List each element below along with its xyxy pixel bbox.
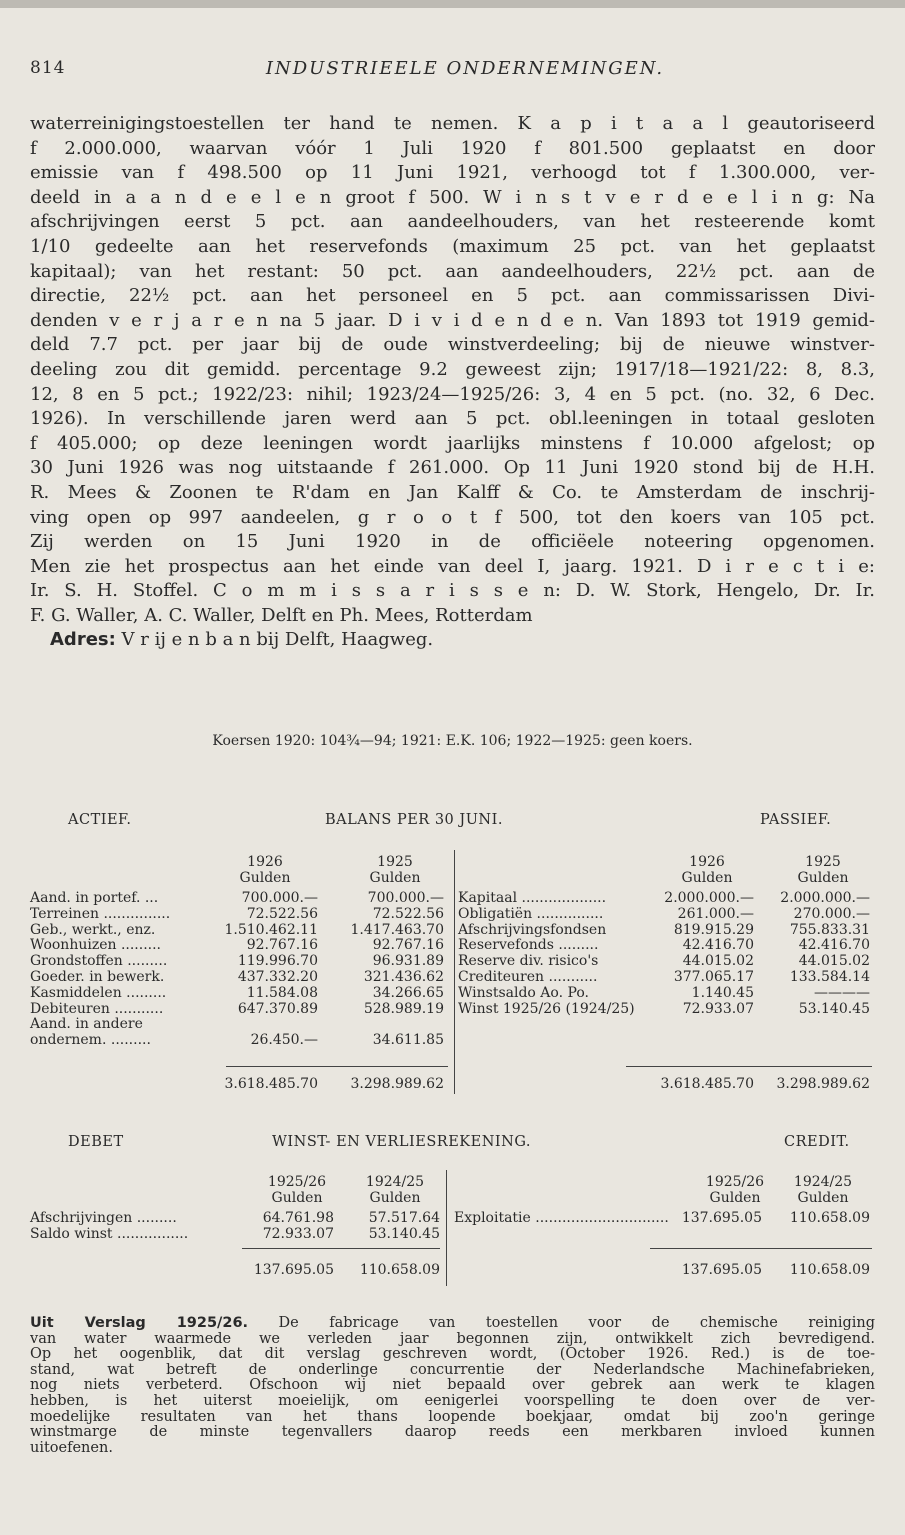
- debet-title: DEBET: [68, 1134, 124, 1150]
- report-line: moedelijke resultaten van het thans loopende boekjaar, omdat bij zoo'n geringe: [30, 1409, 875, 1425]
- col-year: 1926: [689, 854, 725, 870]
- actief-row-1926: 700.000.—: [241, 890, 318, 906]
- passief-row-label: Winstsaldo Ao. Po.: [458, 984, 589, 1001]
- passief-row-1926: 377.065.17: [673, 969, 754, 985]
- report-first-line: De fabricage van toestellen voor de chemische reiniging: [278, 1316, 875, 1331]
- actief-row-1926: 437.332.20: [237, 969, 318, 985]
- report-line: nog niets verbeterd. Ofschoon wij niet bepaald over gebrek aan werk te klagen: [30, 1378, 875, 1394]
- actief-row-1925: 96.931.89: [372, 953, 444, 970]
- debet-row-b: 57.517.64: [368, 1210, 440, 1226]
- passief-row-label: Obligatiën ...............: [458, 905, 604, 922]
- passief-row-1925: 2.000.000.—: [780, 890, 870, 906]
- debet-row-b: 53.140.45: [368, 1226, 440, 1242]
- actief-row-1926: 26.450.—: [250, 1032, 318, 1049]
- actief-row-label: Kasmiddelen .........: [30, 984, 167, 1001]
- report-excerpt: [30, 1316, 875, 1456]
- body-line: F. G. Waller, A. C. Waller, Delft en Ph. Mees, Rotterdam: [30, 604, 533, 626]
- body-line: deld 7.7 pct. per jaar bij de oude winstverdeeling; bij de nieuwe winstver-: [30, 334, 875, 356]
- passief-row-1926: 1.140.45: [691, 984, 754, 1001]
- balans-title: BALANS PER 30 JUNI.: [325, 812, 503, 828]
- passief-row-1925: 44.015.02: [798, 953, 870, 970]
- actief-row-label: Aand. in andere: [30, 1016, 143, 1033]
- passief-row-label: Reserve div. risico's: [458, 953, 599, 970]
- actief-row-label: Goeder. in bewerk.: [30, 969, 165, 985]
- actief-row-1925: 72.522.56: [372, 905, 444, 922]
- address-line: [30, 628, 875, 653]
- passief-row-1926: 819.915.29: [673, 921, 754, 938]
- actief-row-1926: 647.370.89: [237, 1000, 318, 1017]
- report-line: Op het oogenblik, dat dit verslag geschreven wordt, (October 1926. Red.) is de toe-: [30, 1347, 875, 1363]
- total-rule: [650, 1248, 872, 1249]
- debet-row-label: Saldo winst ................: [30, 1226, 189, 1242]
- col-year: 1926: [247, 854, 283, 870]
- report-lead: Uit Verslag 1925/26.: [30, 1316, 249, 1331]
- body-line: f 2.000.000, waarvan vóór 1 Juli 1920 f 801.500 geplaatst en door: [30, 137, 875, 159]
- scan-edge: [0, 0, 905, 8]
- col-unit: Gulden: [271, 1190, 323, 1206]
- actief-row-1925: 1.417.463.70: [350, 921, 444, 938]
- passief-row-1926: 44.015.02: [682, 953, 754, 970]
- passief-row-label: Afschrijvingsfondsen: [458, 921, 607, 938]
- body-line: directie, 22½ pct. aan het personeel en 5 pct. aan commissarissen Divi-: [30, 285, 875, 307]
- passief-row-1925: 755.833.31: [789, 921, 870, 938]
- actief-row-1926: 119.996.70: [237, 953, 318, 970]
- report-line: hebben, is het uiterst moeielijk, om eenigerlei voorspelling te doen over de ver-: [30, 1393, 875, 1409]
- credit-title: CREDIT.: [784, 1134, 850, 1150]
- page-number: 814: [30, 58, 66, 78]
- col-unit: Gulden: [369, 870, 421, 886]
- body-line: 30 Juni 1926 was nog uitstaande f 261.000. Op 11 Juni 1920 stond bij de H.H.: [30, 457, 875, 479]
- body-line: deeling zou dit gemidd. percentage 9.2 geweest zijn; 1917/18—1921/22: 8, 8.3,: [30, 358, 875, 380]
- debet-row-a: 72.933.07: [262, 1226, 334, 1242]
- body-line: 1/10 gedeelte aan het reservefonds (maximum 25 pct. van het geplaatst: [30, 235, 875, 257]
- passief-total-1925: 3.298.989.62: [776, 1076, 870, 1092]
- passief-total-1926: 3.618.485.70: [660, 1076, 754, 1092]
- running-title: INDUSTRIEELE ONDERNEMINGEN.: [265, 58, 665, 79]
- actief-row-1925: 528.989.19: [363, 1000, 444, 1017]
- actief-row-label: Woonhuizen .........: [30, 937, 162, 954]
- body-line: waterreinigingstoestellen ter hand te nemen. K a p i t a a l geautoriseerd: [30, 113, 875, 134]
- credit-row-label: Exploitatie ..............................: [454, 1210, 669, 1226]
- col-unit: Gulden: [239, 870, 291, 886]
- body-text: [30, 112, 875, 653]
- column-divider: [454, 850, 455, 1094]
- passief-row-1926: 2.000.000.—: [664, 890, 754, 906]
- passief-row-1925: 53.140.45: [798, 1000, 870, 1017]
- address-label: Adres:: [50, 629, 116, 651]
- col-year: 1924/25: [365, 1174, 425, 1190]
- actief-row-1926: 1.510.462.11: [224, 921, 318, 938]
- actief-row-label: Debiteuren ...........: [30, 1000, 164, 1017]
- actief-total-1925: 3.298.989.62: [350, 1076, 444, 1092]
- col-unit: Gulden: [709, 1190, 761, 1206]
- passief-title: PASSIEF.: [760, 812, 832, 828]
- actief-row-label: Aand. in portef. ...: [30, 890, 159, 906]
- report-line: uitoefenen.: [30, 1440, 113, 1456]
- total-rule: [242, 1248, 440, 1249]
- credit-row-a: 137.695.05: [681, 1210, 762, 1226]
- passief-row-1926: 72.933.07: [682, 1000, 754, 1017]
- body-line: emissie van f 498.500 op 11 Juni 1921, verhoogd tot f 1.300.000, ver-: [30, 162, 875, 184]
- winst-table: [30, 1170, 875, 1290]
- credit-total-b: 110.658.09: [789, 1262, 870, 1278]
- actief-title: ACTIEF.: [68, 812, 132, 828]
- actief-row-1925: 700.000.—: [367, 890, 444, 906]
- passief-row-1926: 261.000.—: [677, 905, 754, 922]
- col-year: 1925: [805, 854, 841, 870]
- actief-row-label: Terreinen ...............: [30, 905, 171, 922]
- body-line: Zij werden on 15 Juni 1920 in de officiëele noteering opgenomen.: [30, 531, 875, 553]
- body-line: ving open op 997 aandeelen, g r o o t f 500, tot den koers van 105 pct.: [30, 506, 875, 528]
- body-line: 1926). In verschillende jaren werd aan 5 pct. obl.leeningen in totaal gesloten: [30, 408, 875, 430]
- body-line: Ir. S. H. Stoffel. C o m m i s s a r i s s e n: D. W. Stork, Hengelo, Dr. Ir.: [30, 580, 875, 602]
- actief-row-1925: 34.266.65: [372, 984, 444, 1001]
- col-unit: Gulden: [797, 870, 849, 886]
- winst-title: WINST- EN VERLIESREKENING.: [272, 1134, 531, 1150]
- debet-row-a: 64.761.98: [262, 1210, 334, 1226]
- col-unit: Gulden: [369, 1190, 421, 1206]
- passief-row-label: Kapitaal ...................: [458, 890, 607, 906]
- page-header: [30, 58, 875, 88]
- debet-total-a: 137.695.05: [253, 1262, 334, 1278]
- report-line: [30, 1316, 875, 1332]
- actief-row-label: Geb., werkt., enz.: [30, 921, 156, 938]
- total-rule: [626, 1066, 872, 1067]
- passief-row-1926: 42.416.70: [682, 937, 754, 954]
- actief-row-1926: 11.584.08: [246, 984, 318, 1001]
- passief-row-label: Winst 1925/26 (1924/25): [458, 1000, 635, 1017]
- address-value: V r ij e n b a n bij Delft, Haagweg.: [121, 629, 434, 651]
- col-year: 1925: [377, 854, 413, 870]
- actief-row-label: Grondstoffen .........: [30, 953, 168, 970]
- col-year: 1925/26: [267, 1174, 327, 1190]
- actief-row-1926: 72.522.56: [246, 905, 318, 922]
- actief-row-1926: 92.767.16: [246, 937, 318, 954]
- total-rule: [226, 1066, 448, 1067]
- body-line: denden v e r j a r e n na 5 jaar. D i v i d e n d e n. Van 1893 tot 1919 gemid-: [30, 309, 875, 331]
- report-line: van water waarmede we verleden jaar begonnen zijn, ontwikkelt zich bevredigend.: [30, 1331, 875, 1347]
- credit-row-b: 110.658.09: [789, 1210, 870, 1226]
- col-year: 1925/26: [705, 1174, 765, 1190]
- actief-row-1925: 92.767.16: [372, 937, 444, 954]
- koersen-line: Koersen 1920: 104¾—94; 1921: E.K. 106; 1922—1925: geen koers.: [212, 733, 693, 749]
- body-line: deeld in a a n d e e l e n groot f 500. W i n s t v e r d e e l i n g: Na: [30, 186, 875, 208]
- passief-row-1925: 42.416.70: [798, 937, 870, 954]
- col-unit: Gulden: [681, 870, 733, 886]
- col-year: 1924/25: [793, 1174, 853, 1190]
- actief-total-1926: 3.618.485.70: [224, 1076, 318, 1092]
- debet-row-label: Afschrijvingen .........: [30, 1210, 177, 1226]
- actief-row-1925: 34.611.85: [372, 1032, 444, 1049]
- body-line: f 405.000; op deze leeningen wordt jaarlijks minstens f 10.000 afgelost; op: [30, 432, 875, 454]
- passief-row-1925: 133.584.14: [789, 969, 870, 985]
- actief-row-label: ondernem. .........: [30, 1032, 151, 1049]
- debet-total-b: 110.658.09: [359, 1262, 440, 1278]
- passief-row-label: Crediteuren ...........: [458, 969, 598, 985]
- passief-row-1925: 270.000.—: [793, 905, 870, 922]
- actief-row-1925: 321.436.62: [363, 969, 444, 985]
- credit-total-a: 137.695.05: [681, 1262, 762, 1278]
- col-unit: Gulden: [797, 1190, 849, 1206]
- body-line: kapitaal); van het restant: 50 pct. aan aandeelhouders, 22½ pct. aan de: [30, 260, 875, 282]
- body-line: Men zie het prospectus aan het einde van deel I, jaarg. 1921. D i r e c t i e:: [30, 555, 875, 577]
- balans-table: [30, 850, 875, 1100]
- body-line: 12, 8 en 5 pct.; 1922/23: nihil; 1923/24—1925/26: 3, 4 en 5 pct. (no. 32, 6 Dec.: [30, 383, 875, 405]
- report-line: stand, wat betreft de onderlinge concurrentie der Nederlandsche Machinefabrieken,: [30, 1362, 875, 1378]
- body-line: R. Mees & Zoonen te R'dam en Jan Kalff & Co. te Amsterdam de inschrij-: [30, 481, 875, 503]
- passief-row-label: Reservefonds .........: [458, 937, 599, 954]
- body-line: afschrijvingen eerst 5 pct. aan aandeelhouders, van het resteerende komt: [30, 211, 875, 233]
- column-divider: [446, 1170, 447, 1286]
- passief-row-1925: ————: [814, 984, 870, 1001]
- report-line: winstmarge de minste tegenvallers daarop reeds een merkbaren invloed kunnen: [30, 1425, 875, 1441]
